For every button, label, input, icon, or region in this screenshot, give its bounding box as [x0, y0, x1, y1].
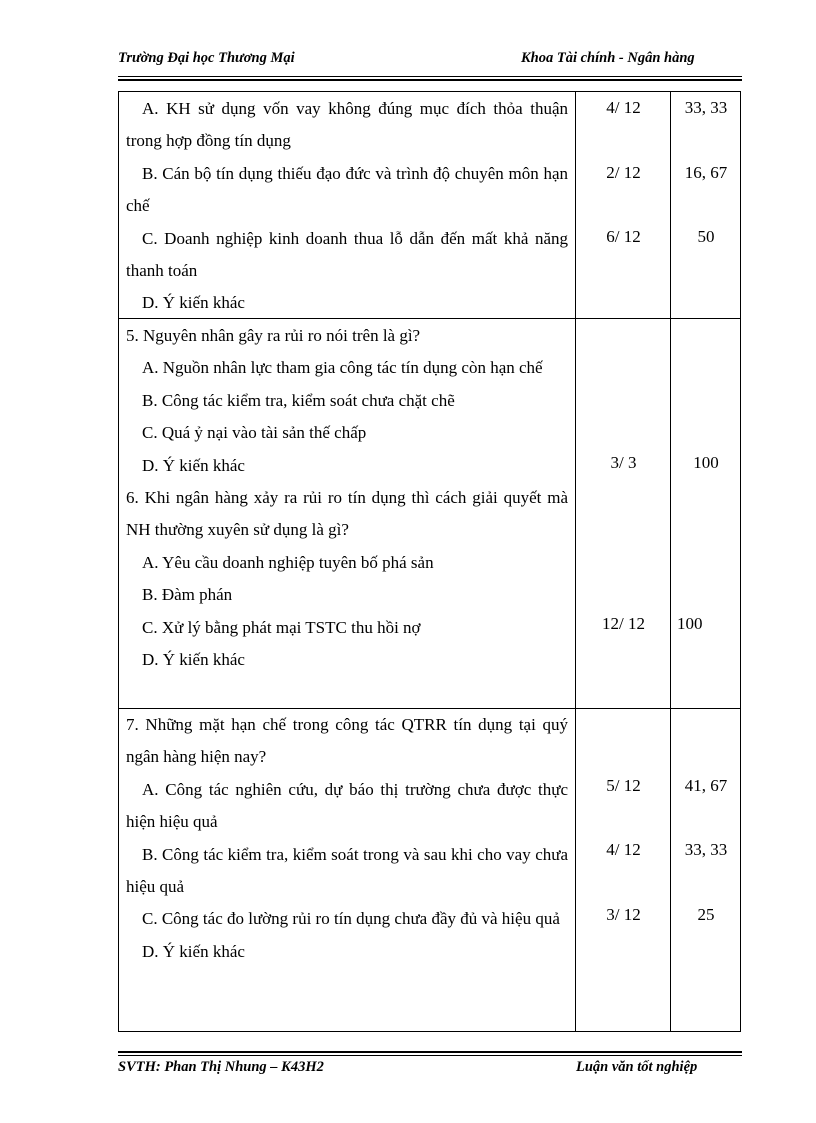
option-a: A. Nguồn nhân lực tham gia công tác tín dụng còn hạn chế — [142, 358, 543, 378]
survey-table — [118, 91, 741, 1032]
percent-cell: 33, 33 — [684, 840, 728, 859]
questions-5-6 — [126, 320, 568, 676]
option-a: A. Công tác nghiên cứu, dự báo thị trường chưa được thực hiện hiệu quả — [126, 779, 568, 832]
option-d: D. Ý kiến khác — [142, 293, 245, 313]
option-c: C. Quá ỷ nại vào tài sản thế chấp — [142, 423, 367, 443]
option-d: D. Ý kiến khác — [142, 650, 245, 670]
count-cell: 3/ 12 — [606, 905, 641, 924]
table-border-bottom — [118, 1031, 741, 1032]
header-faculty: Khoa Tài chính - Ngân hàng — [521, 50, 695, 66]
header-school: Trường Đại học Thương Mại — [118, 50, 295, 66]
option-c: C. Doanh nghiệp kinh doanh thua lỗ dẫn đến mất khả năng thanh toán — [126, 228, 568, 281]
table-border-left — [118, 91, 119, 1032]
footer-student: SVTH: Phan Thị Nhung – K43H2 — [118, 1059, 324, 1075]
count-cell: 3/ 3 — [610, 453, 637, 472]
option-a: A. Yêu cầu doanh nghiệp tuyên bố phá sản — [142, 552, 434, 572]
count-cell: 4/ 12 — [606, 98, 641, 117]
footer-title: Luận văn tốt nghiệp — [576, 1059, 698, 1075]
percent-cell: 16, 67 — [684, 163, 728, 182]
option-b: B. Công tác kiểm tra, kiểm soát chưa chặt chẽ — [142, 390, 455, 410]
percent-cell: 50 — [697, 227, 715, 246]
option-b: B. Đàm phán — [142, 585, 233, 605]
question-5: 5. Nguyên nhân gây ra rủi ro nói trên là gì? — [126, 326, 421, 345]
count-cell: 4/ 12 — [606, 840, 641, 859]
count-cell: 12/ 12 — [602, 614, 645, 633]
question-7: 7. Những mặt hạn chế trong công tác QTRR tín dụng tại quý ngân hàng hiện nay? — [126, 715, 568, 767]
footer-rule-thick — [118, 1051, 742, 1053]
percent-cell: 41, 67 — [684, 776, 728, 795]
header-rule — [118, 76, 742, 77]
option-c: C. Xử lý bằng phát mại TSTC thu hồi nợ — [142, 617, 421, 637]
table-border-top — [118, 91, 741, 92]
percent-cell: 100 — [693, 453, 719, 472]
option-d: D. Ý kiến khác — [142, 941, 245, 961]
count-cell: 2/ 12 — [606, 163, 641, 182]
percent-cell: 25 — [697, 905, 715, 924]
question-4-options — [126, 93, 568, 320]
option-d: D. Ý kiến khác — [142, 455, 245, 475]
option-b: B. Cán bộ tín dụng thiếu đạo đức và trình độ chuyên môn hạn chế — [126, 163, 568, 216]
option-c: C. Công tác đo lường rủi ro tín dụng chưa đầy đủ và hiệu quả — [142, 909, 560, 929]
count-cell: 6/ 12 — [606, 227, 641, 246]
footer-rule — [118, 1055, 742, 1056]
option-a: A. KH sử dụng vốn vay không đúng mục đích thỏa thuận trong hợp đồng tín dụng — [126, 99, 568, 151]
question-7-block — [126, 709, 568, 968]
header-rule-thick — [118, 79, 742, 81]
percent-cell: 100 — [677, 614, 703, 633]
percent-cell: 33, 33 — [684, 98, 728, 117]
option-b: B. Công tác kiểm tra, kiểm soát trong và sau khi cho vay chưa hiệu quả — [126, 844, 568, 897]
count-cell: 5/ 12 — [606, 776, 641, 795]
question-6: 6. Khi ngân hàng xảy ra rủi ro tín dụng thì cách giải quyết mà NH thường xuyên sử dụng là gì? — [126, 488, 568, 540]
